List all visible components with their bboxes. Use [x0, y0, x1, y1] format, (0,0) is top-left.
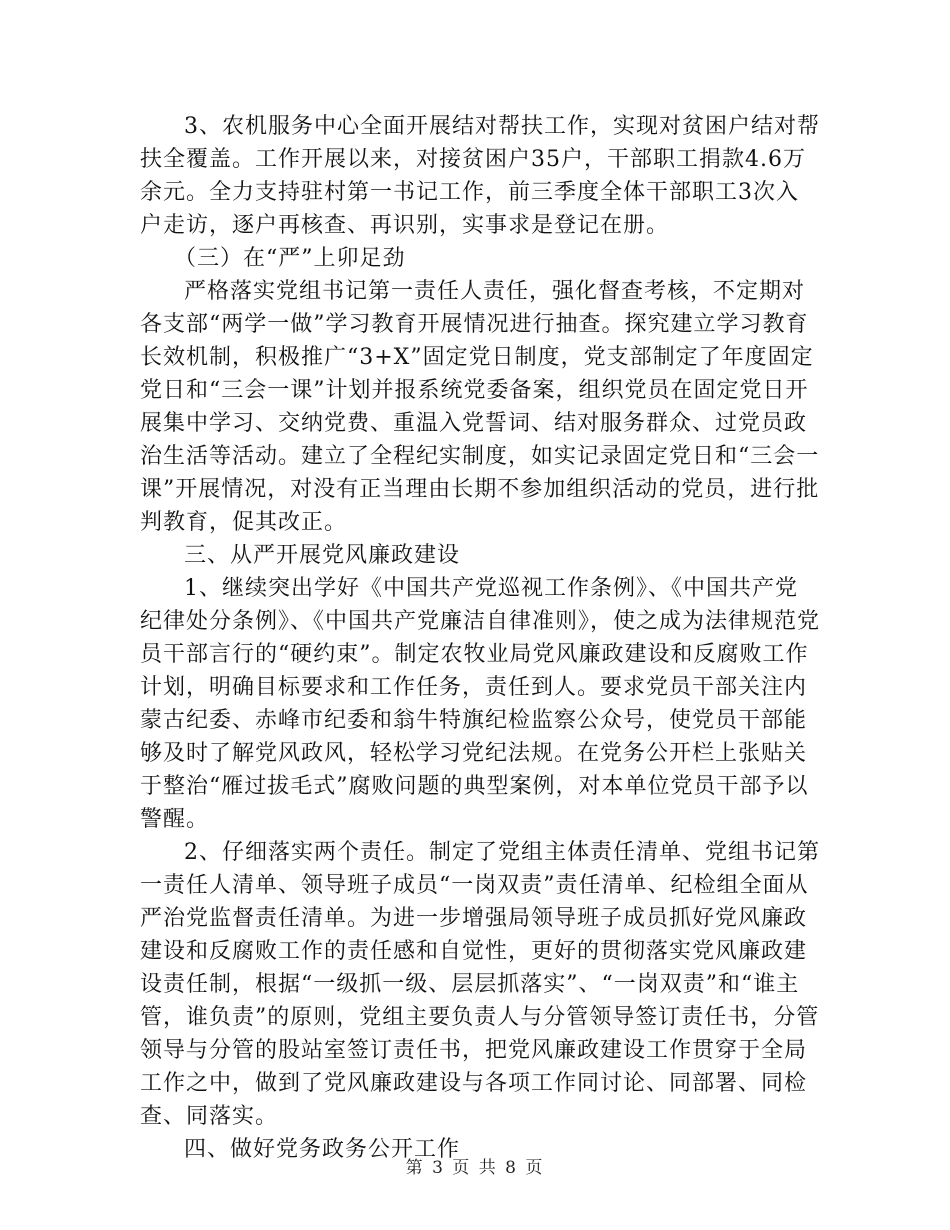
paragraph-strict-implementation: 严格落实党组书记第一责任人责任，强化督查考核，不定期对各支部“两学一做”学习教育开展情况进行抽查。探究建立学习教育长效机制，积极推广“3+X”固定党日制度，党支部制定了年度固定党日和“三会一课”计划并报系统党委备案，组织党员在固定党日开展集中学习、交纳党费、重温入党誓词、结对服务群众、过党员政治生活等活动。建立了全程纪实制度，如实记录固定党日和“三会一课”开展情况，对没有正当理由长期不参加组织活动的党员，进行批判教育，促其改正。 [140, 279, 820, 535]
paragraph-item-1: 1、继续突出学好《中国共产党巡视工作条例》、《中国共产党纪律处分条例》、《中国共产党廉洁自律准则》，使之成为法律规范党员干部言行的“硬约束”。制定农牧业局党风廉政建设和反腐败工作计划，明确目标要求和工作任务，责任到人。要求党员干部关注内蒙古纪委、赤峰市纪委和翁牛特旗纪检监察公众号，使党员干部能够及时了解党风政风，轻松学习党纪法规。在党务公开栏上张贴关于整治“雁过拔毛式”腐败问题的典型案例，对本单位党员干部予以警醒。 [140, 576, 821, 832]
document-body [140, 110, 820, 1166]
section-heading-three: 三、从严开展党风廉政建设 [184, 543, 461, 568]
section-heading-four: 四、做好党务政务公开工作 [184, 1137, 461, 1162]
page-number-footer: 第 3 页 共 8 页 [405, 1158, 545, 1178]
paragraph-item-3: 3、农机服务中心全面开展结对帮扶工作，实现对贫困户结对帮扶全覆盖。工作开展以来，对接贫困户35户，干部职工捐款4.6万余元。全力支持驻村第一书记工作，前三季度全体干部职工3次入户走访，逐户再核查、再识别，实事求是登记在册。 [140, 114, 820, 238]
paragraph-item-2: 2、仔细落实两个责任。制定了党组主体责任清单、党组书记第一责任人清单、领导班子成员“一岗双责”责任清单、纪检组全面从严治党监督责任清单。为进一步增强局领导班子成员抓好党风廉政建设和反腐败工作的责任感和自觉性，更好的贯彻落实党风廉政建设责任制，根据“一级抓一级、层层抓落实”、“一岗双责”和“谁主管，谁负责”的原则，党组主要负责人与分管领导签订责任书，分管领导与分管的股站室签订责任书，把党风廉政建设工作贯穿于全局工作之中，做到了党风廉政建设与各项工作同讨论、同部署、同检查、同落实。 [140, 840, 820, 1129]
section-heading-strict: （三）在“严”上卯足劲 [174, 246, 406, 271]
